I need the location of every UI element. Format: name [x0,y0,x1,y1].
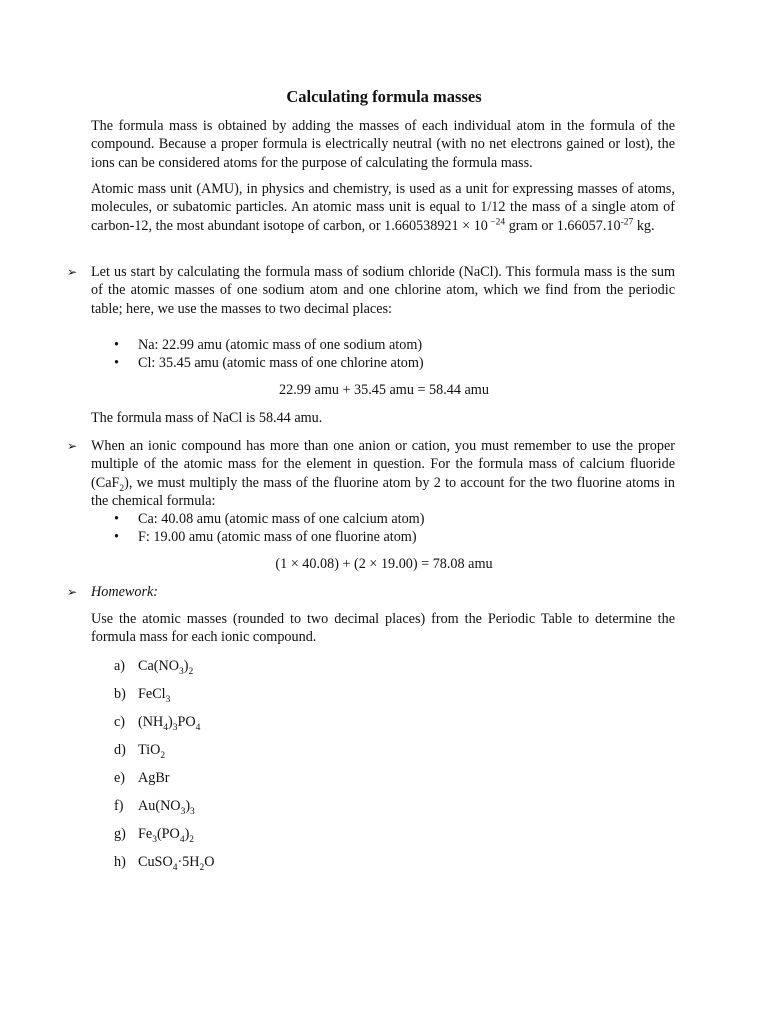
list-item [114,354,424,372]
amu-text-part-3: kg. [633,217,655,234]
homework-item-formula: TiO$_2$ [138,742,166,761]
homework-item [114,825,194,843]
homework-item [114,797,195,815]
amu-text-part-2: gram or 1.66057.10 [505,217,621,234]
bullet-icon: • [114,511,119,527]
homework-item [114,853,215,871]
bullet-icon: • [114,529,119,545]
nacl-paragraph: Let us start by calculating the formula mass of sodium chloride (NaCl). This formula mass is the sum of the atomic masses of one sodium atom and one chlorine atom, which we find from the periodic table; here, we use the masses to two decimal places: [91,264,675,317]
intro-paragraph-2 [91,180,675,235]
list-item [114,510,424,528]
amu-text-part-1: Atomic mass unit (AMU), in physics and chemistry, is used as a unit for expressing masses of atoms, molecules, or subatomic particles. An atomic mass unit is equal to 1/12 the mass of a single atom of carbon-12, the most abundant isotope of carbon, or 1.660538921 × 10 [91,181,675,234]
bullet-text: Cl: 35.45 amu (atomic mass of one chlorine atom) [138,355,424,371]
homework-item-letter: g) [114,826,126,842]
bullet-text: Na: 22.99 amu (atomic mass of one sodium atom) [138,337,423,353]
intro-paragraph-1: The formula mass is obtained by adding the masses of each individual atom in the formula of the compound. Because a proper formula is electrically neutral (with no net electrons gained or lost), the ions can be considered atoms for the purpose of calculating the formula mass. [91,118,675,171]
homework-item-letter: c) [114,714,126,730]
exponent-2: -27 [620,216,634,227]
homework-item-formula: $Ca(NO_3)_2$ [138,658,194,677]
homework-item-formula: $CuSO_4\cdot 5H_2O$ [138,854,215,873]
homework-item-letter: f) [114,798,124,814]
bullet-text: Ca: 40.08 amu (atomic mass of one calcium atom) [138,511,425,527]
homework-item [114,741,165,759]
homework-item-formula: AgBr [138,770,170,786]
bullet-icon: • [114,337,119,353]
homework-item [114,657,193,675]
homework-item [114,713,200,731]
homework-item-letter: d) [114,742,126,758]
page-title: Calculating formula masses [286,87,482,106]
homework-instructions: Use the atomic masses (rounded to two decimal places) from the Periodic Table to determine the formula mass for each ionic compound. [91,611,675,646]
arrow-bullet-icon: ➢ [67,265,78,279]
caf2-equation: (1 × 40.08) + (2 × 19.00) = 78.08 amu [275,556,493,572]
subscript: 2 [119,483,125,494]
caf2-paragraph [91,437,675,510]
bullet-icon: • [114,355,119,371]
nacl-result: The formula mass of NaCl is 58.44 amu. [91,410,323,426]
list-item [114,336,422,354]
nacl-equation: 22.99 amu + 35.45 amu = 58.44 amu [279,382,489,398]
arrow-bullet-icon: ➢ [67,585,78,599]
homework-item-letter: e) [114,770,126,786]
homework-label: Homework: [91,584,158,600]
exponent-1: −24 [487,216,506,227]
bullet-text: F: 19.00 amu (atomic mass of one fluorine atom) [138,529,417,545]
homework-item [114,769,170,787]
list-item [114,528,417,546]
homework-item-letter: h) [114,854,126,870]
caf2-text-part-1: When an ionic compound has more than one anion or cation, you must remember to use the proper multiple of the atomic mass for the element in question. For the formula mass of calcium fluoride (CaF [91,438,675,491]
homework-item [114,685,170,703]
homework-item-formula: $Fe_3(PO_4)_2$ [138,826,195,845]
homework-item-formula: $(NH_4)_3PO_4$ [138,714,201,733]
caf2-text-part-2: ), we must multiply the mass of the fluorine atom by 2 to account for the two fluorine atoms in the chemical formula: [91,474,675,509]
homework-item-formula: $Au(NO_3)_3$ [138,798,195,817]
homework-item-letter: b) [114,686,126,702]
arrow-bullet-icon: ➢ [67,439,78,453]
homework-item-formula: FeCl$_3$ [138,686,171,705]
homework-item-letter: a) [114,658,126,674]
